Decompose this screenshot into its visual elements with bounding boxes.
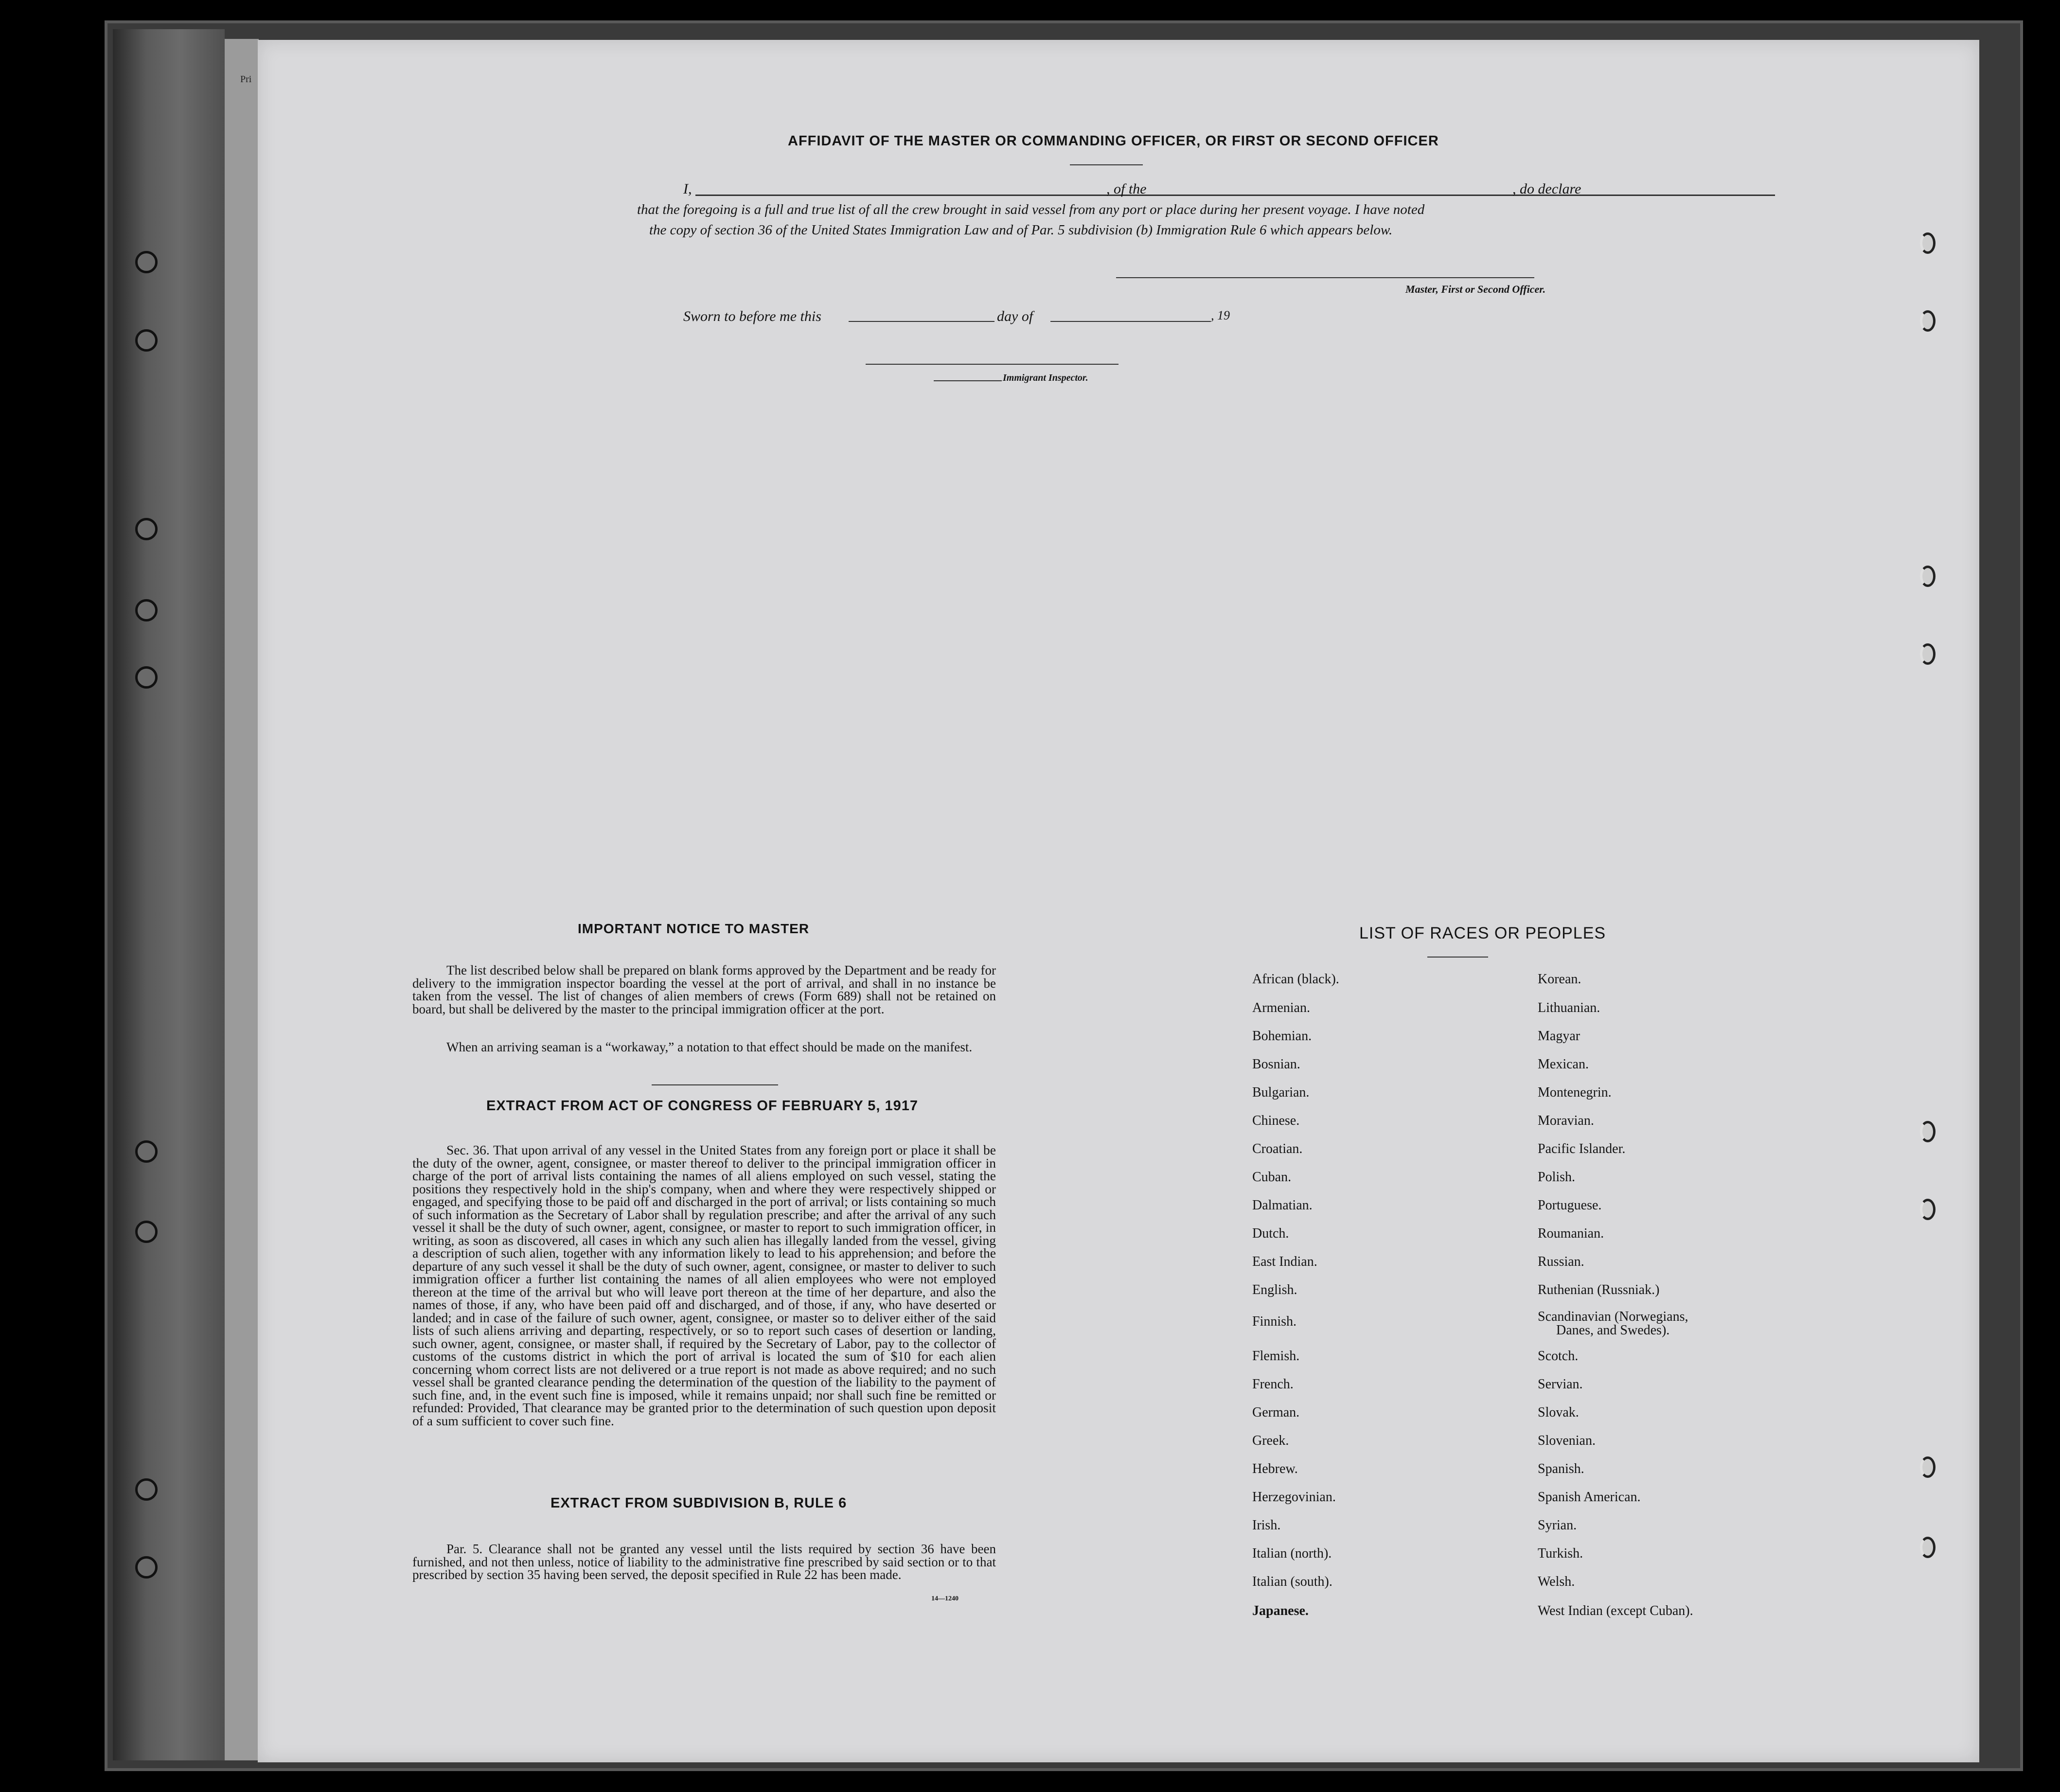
inspector-line xyxy=(866,364,1119,365)
binder-hole xyxy=(135,251,158,273)
race-item: French. xyxy=(1252,1377,1294,1392)
race-item: Bulgarian. xyxy=(1252,1085,1310,1100)
race-item: Roumanian. xyxy=(1538,1226,1604,1241)
race-item: Flemish. xyxy=(1252,1348,1300,1364)
race-item: German. xyxy=(1252,1405,1300,1420)
page-hole xyxy=(1920,1456,1936,1478)
race-item: Irish. xyxy=(1252,1518,1281,1533)
race-item: Spanish American. xyxy=(1538,1490,1641,1505)
affidavit-i: I, xyxy=(683,181,692,197)
race-item: Herzegovinian. xyxy=(1252,1490,1336,1505)
section-divider xyxy=(652,1084,778,1085)
race-item: Italian (north). xyxy=(1252,1546,1332,1561)
binder-hole xyxy=(135,1556,158,1579)
race-item: Italian (south). xyxy=(1252,1574,1332,1589)
form-number: 14—1240 xyxy=(931,1595,959,1602)
binder-hole xyxy=(135,1140,158,1163)
race-item: Welsh. xyxy=(1538,1574,1575,1589)
underlying-page-edge xyxy=(225,39,259,1760)
race-item: Scotch. xyxy=(1538,1348,1579,1364)
page-hole xyxy=(1920,232,1936,254)
race-item: Cuban. xyxy=(1252,1170,1292,1185)
race-item: Turkish. xyxy=(1538,1546,1583,1561)
race-item: Hebrew. xyxy=(1252,1461,1298,1476)
race-item: Bosnian. xyxy=(1252,1057,1300,1072)
affidavit-do-declare: , do declare xyxy=(1512,181,1581,197)
notice-paragraph-1: The list described below shall be prepared on blank forms approved by the Department and be ready for delivery to the immigration inspector boarding the vessel at the port of arrival, and shall in no instance be taken from the vessel. The list of changes of alien members of crews (Form 689) shall not be retained on board, but shall be delivered by the master to the principal immigration officer at the port. xyxy=(412,963,996,1016)
extract-act-title: EXTRACT FROM ACT OF CONGRESS OF FEBRUARY 5, 1917 xyxy=(486,1098,919,1114)
race-item: Magyar xyxy=(1538,1029,1581,1044)
page-hole xyxy=(1920,643,1936,665)
binder-hole xyxy=(135,329,158,352)
affidavit-line3: the copy of section 36 of the United States Immigration Law and of Par. 5 subdivision (b) Immigration Rule 6 which appears below. xyxy=(649,222,1393,238)
page-hole xyxy=(1920,566,1936,587)
race-item: Greek. xyxy=(1252,1433,1289,1448)
race-item: East Indian. xyxy=(1252,1254,1317,1269)
vessel-blank xyxy=(1157,195,1775,196)
binder-hole xyxy=(135,518,158,540)
page-hole xyxy=(1920,1537,1936,1558)
binder-hole xyxy=(135,666,158,689)
inspector-label: Immigrant Inspector. xyxy=(1003,373,1088,383)
affidavit-of-the: , of the xyxy=(1106,181,1147,197)
race-item: Polish. xyxy=(1538,1170,1576,1185)
race-item: Finnish. xyxy=(1252,1314,1297,1329)
notice-paragraph-2: When an arriving seaman is a “workaway,” a notation to that effect should be made on the manifest. xyxy=(446,1040,973,1054)
race-item: Korean. xyxy=(1538,972,1581,987)
race-item: West Indian (except Cuban). xyxy=(1538,1603,1693,1618)
race-item: Ruthenian (Russniak.) xyxy=(1538,1282,1660,1297)
binder-hole xyxy=(135,1221,158,1243)
race-item: Moravian. xyxy=(1538,1113,1594,1128)
signature-label: Master, First or Second Officer. xyxy=(1405,283,1546,295)
race-item: English. xyxy=(1252,1282,1297,1297)
race-item: Mexican. xyxy=(1538,1057,1589,1072)
inspector-dash xyxy=(934,380,1002,381)
rule-6-text: Par. 5. Clearance shall not be granted any vessel until the lists required by section 36 have been furnished, and not then unless, notice of liability to the administrative fine prescribed by said section or to that prescribed by section 35 having been served, the deposit specified in Rule 22 has been made. xyxy=(412,1542,996,1582)
races-title-underline xyxy=(1427,957,1488,958)
race-item: Servian. xyxy=(1538,1377,1583,1392)
sworn-month-blank xyxy=(1050,321,1211,322)
race-item: Bohemian. xyxy=(1252,1029,1312,1044)
extract-rule-title: EXTRACT FROM SUBDIVISION B, RULE 6 xyxy=(551,1495,847,1511)
sworn-prefix: Sworn to before me this xyxy=(683,308,821,324)
race-item: Scandinavian (Norwegians, xyxy=(1538,1309,1688,1324)
manifest-page xyxy=(258,40,1979,1762)
race-item-continuation: Danes, and Swedes). xyxy=(1556,1323,1670,1338)
notice-title: IMPORTANT NOTICE TO MASTER xyxy=(578,921,810,936)
race-item: Slovenian. xyxy=(1538,1433,1596,1448)
race-item: Croatian. xyxy=(1252,1141,1303,1156)
sworn-day-blank xyxy=(849,321,994,322)
race-item: Chinese. xyxy=(1252,1113,1300,1128)
race-item: Slovak. xyxy=(1538,1405,1579,1420)
race-item: Lithuanian. xyxy=(1538,1000,1600,1015)
affidavit-title: AFFIDAVIT OF THE MASTER OR COMMANDING OFFICER, OR FIRST OR SECOND OFFICER xyxy=(788,133,1439,149)
race-item: Dutch. xyxy=(1252,1226,1289,1241)
race-item: Portuguese. xyxy=(1538,1198,1602,1213)
sworn-day-of: day of xyxy=(997,308,1033,324)
race-item: Montenegrin. xyxy=(1538,1085,1612,1100)
page-hole xyxy=(1920,1121,1936,1142)
race-item: Russian. xyxy=(1538,1254,1584,1269)
edge-fragment: Pri xyxy=(240,74,252,85)
races-title: LIST OF RACES OR PEOPLES xyxy=(1359,924,1606,942)
race-item: Dalmatian. xyxy=(1252,1198,1313,1213)
race-item: Pacific Islander. xyxy=(1538,1141,1626,1156)
race-item: Japanese. xyxy=(1252,1603,1309,1618)
section-36-text: Sec. 36. That upon arrival of any vessel in the United States from any foreign port or place it shall be the duty of the owner, agent, consignee, or master thereof to deliver to the principal immigration officer in charge of the port of arrival lists containing the names of all aliens employed on such vessel, stating the positions they respectively hold in the ship's company, when and where they were respectively shipped or engaged, and specifying those to be paid off and discharged in the port of arrival; or lists containing so much of such information as the Secretary of Labor shall by regulation prescribe; and after the arrival of any such vessel it shall be the duty of such owner, agent, consignee, or master to report to such immigration officer, in writing, as soon as discovered, all cases in which any such alien has illegally landed from the vessel, giving a description of such alien, together with any information likely to lead to his apprehension; and before the departure of any such vessel it shall be the duty of such owner, agent, consignee, or master to deliver to such immigration officer a further list containing the names of all alien employees who were not employed thereon at the time of the arrival but who will leave port thereon at the time of her departure, and also the names of those, if any, who have been paid off and discharged, and of those, if any, who have deserted or landed; and in case of the failure of such owner, agent, consignee, or master so to deliver either of the said lists of such aliens arriving and departing, respectively, or so to report such cases of desertion or landing, such owner, agent, consignee, or master shall, if required by the Secretary of Labor, pay to the collector of customs of the customs district in which the port of arrival is located the sum of $10 for each alien concerning whom correct lists are not delivered or a true report is not made as above required; and no such vessel shall be granted clearance pending the determination of the question of the liability to the payment of such fine, and, in the event such fine is imposed, while it remains unpaid; nor shall such fine be remitted or refunded: Provided, That clearance may be granted prior to the determination of such question upon deposit of a sum sufficient to cover such fine. xyxy=(412,1142,996,1428)
page-hole xyxy=(1920,310,1936,332)
title-underline xyxy=(1070,164,1143,165)
sworn-year: , 19 xyxy=(1211,308,1230,322)
binder-hole xyxy=(135,1478,158,1501)
page-hole xyxy=(1920,1199,1936,1220)
binder-spine xyxy=(113,29,225,1760)
race-item: Syrian. xyxy=(1538,1518,1577,1533)
race-item: African (black). xyxy=(1252,972,1339,987)
binder-hole xyxy=(135,599,158,621)
race-item: Spanish. xyxy=(1538,1461,1584,1476)
signature-line xyxy=(1116,277,1534,278)
affidavit-line2: that the foregoing is a full and true list of all the crew brought in said vessel from any port or place during her present voyage. I have noted xyxy=(637,202,1425,217)
race-item: Armenian. xyxy=(1252,1000,1310,1015)
